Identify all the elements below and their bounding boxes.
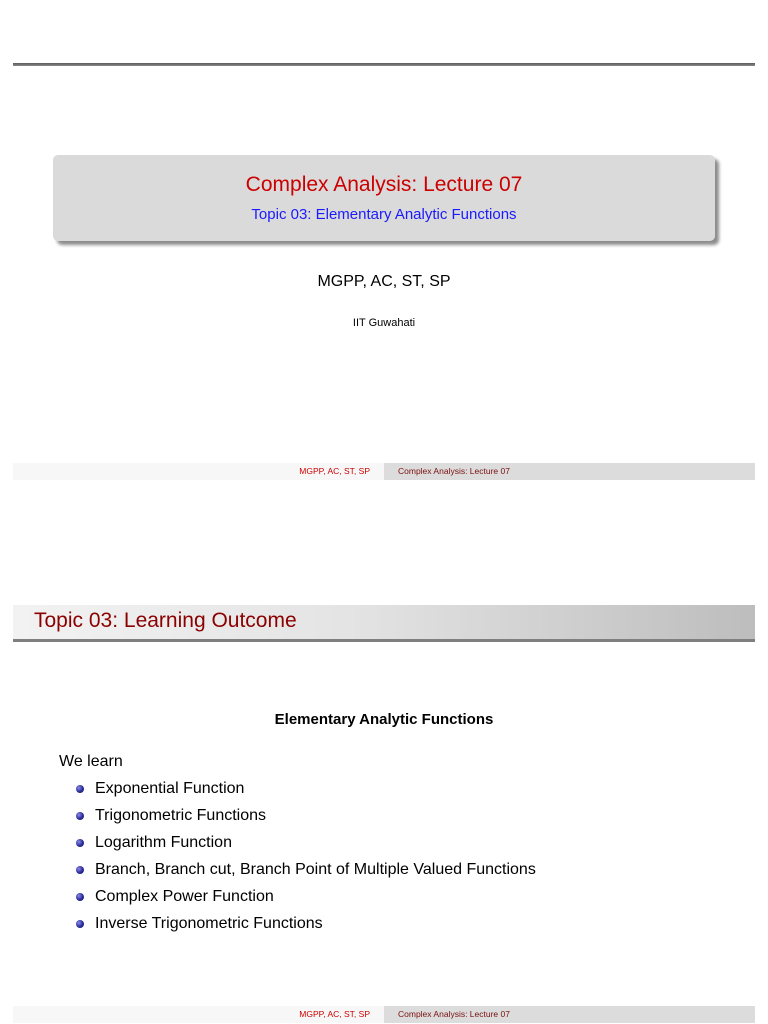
- frame-title-bar: [13, 605, 755, 642]
- ball-bullet-icon: [76, 785, 84, 793]
- list-item-text: Inverse Trigonometric Functions: [95, 915, 323, 932]
- presentation-title: Complex Analysis: Lecture 07: [245, 173, 523, 196]
- footer-author-section: [13, 463, 384, 480]
- footer-author-section: [13, 1006, 384, 1023]
- block-heading: Elementary Analytic Functions: [274, 711, 494, 728]
- ball-bullet-icon: [76, 839, 84, 847]
- ball-bullet-icon: [76, 893, 84, 901]
- footer-title-section: [384, 1006, 755, 1023]
- title-box: [53, 155, 715, 241]
- ball-bullet-icon: [76, 866, 84, 874]
- footer-slide-1: [13, 463, 755, 480]
- authors: MGPP, AC, ST, SP: [317, 273, 451, 290]
- footer-title: Complex Analysis: Lecture 07: [398, 466, 510, 476]
- footer-authors: MGPP, AC, ST, SP: [299, 466, 370, 476]
- ball-bullet-icon: [76, 920, 84, 928]
- ball-bullet-icon: [76, 812, 84, 820]
- presentation-subtitle: Topic 03: Elementary Analytic Functions: [251, 206, 517, 223]
- institute: IIT Guwahati: [352, 317, 416, 329]
- list-item-text: Branch, Branch cut, Branch Point of Multiple Valued Functions: [95, 861, 536, 878]
- footer-title: Complex Analysis: Lecture 07: [398, 1009, 510, 1019]
- header-rule: [13, 63, 755, 66]
- list-item-text: Logarithm Function: [95, 834, 232, 851]
- intro-text: We learn: [59, 753, 123, 770]
- footer-title-section: [384, 463, 755, 480]
- list-item-text: Exponential Function: [95, 780, 245, 797]
- footer-authors: MGPP, AC, ST, SP: [299, 1009, 370, 1019]
- frame-title: Topic 03: Learning Outcome: [34, 609, 297, 632]
- list-item-text: Trigonometric Functions: [95, 807, 267, 824]
- footer-slide-2: [13, 1006, 755, 1023]
- list-item-text: Complex Power Function: [95, 888, 274, 905]
